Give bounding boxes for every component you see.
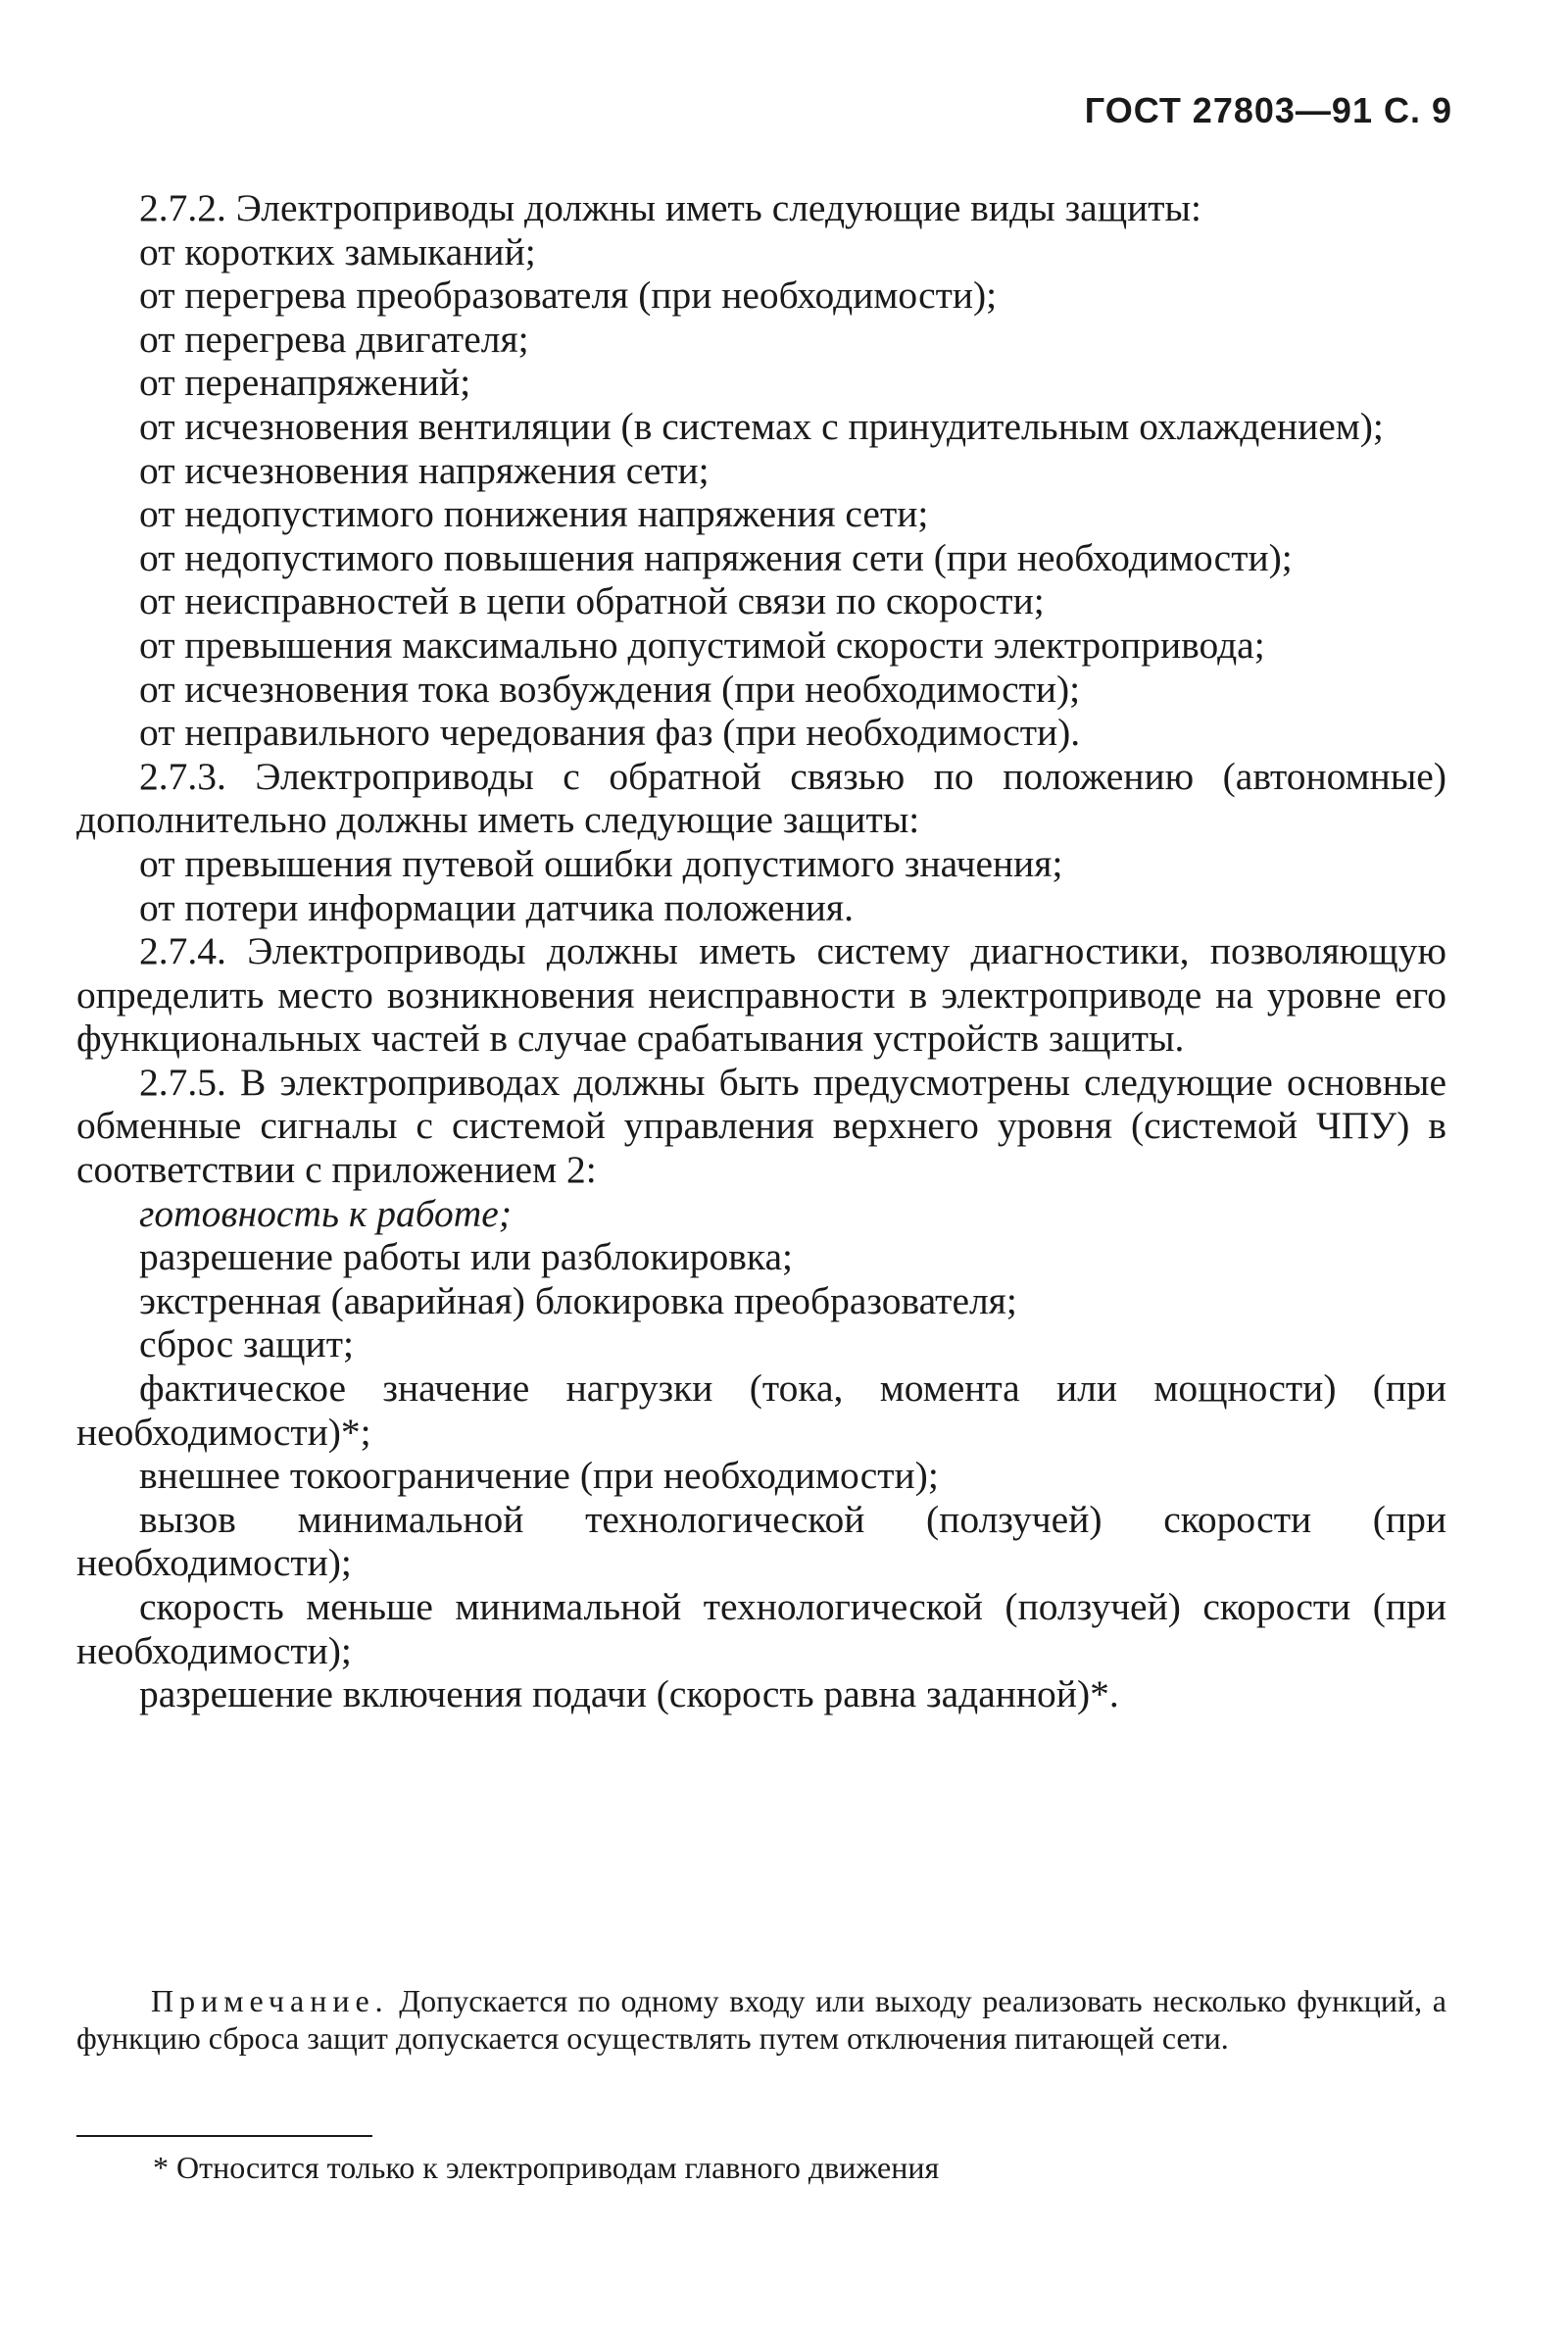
list-item: от исчезновения напряжения сети; xyxy=(139,448,710,492)
list-item: от неправильного чередования фаз (при необходимости). xyxy=(139,711,1081,755)
list-item: от коротких замыканий; xyxy=(139,229,536,273)
note-label: Примечание. xyxy=(151,1983,389,2018)
list-item: внешнее токоограничение (при необходимости); xyxy=(139,1454,939,1498)
list-item: от недопустимого понижения напряжения сети; xyxy=(139,492,929,536)
paragraph-2-7-4: 2.7.4. Электроприводы должны иметь систему диагностики, позволяющую определить место возникновения неисправности в электроприводе на уровне его функциональных частей в случае срабатывания устройств защиты. xyxy=(76,929,1446,1061)
footnote-divider xyxy=(76,2135,372,2137)
footnote: * Относится только к электроприводам главного движения xyxy=(153,2150,940,2185)
list-item: от неисправностей в цепи обратной связи по скорости; xyxy=(139,579,1045,623)
list-item: от перенапряжений; xyxy=(139,361,471,405)
page-header: ГОСТ 27803—91 С. 9 xyxy=(1084,90,1452,130)
list-item: от перегрева двигателя; xyxy=(139,317,529,361)
list-item: разрешение включения подачи (скорость равна заданной)*. xyxy=(139,1672,1119,1716)
list-item: от превышения путевой ошибки допустимого значения; xyxy=(139,841,1063,885)
list-item: от исчезновения тока возбуждения (при необходимости); xyxy=(139,667,1081,711)
list-item: от исчезновения вентиляции (в системах с принудительным охлаждением); xyxy=(139,404,1384,448)
note-text: Допускается по одному входу или выходу реализовать несколько функций, а функцию сброса защит допускается осуществлять путем отключения питающей сети. xyxy=(76,1983,1447,2056)
list-item: вызов минимальной технологической (ползучей) скорости (при необходимости); xyxy=(76,1497,1446,1585)
paragraph-2-7-3: 2.7.3. Электроприводы с обратной связью по положению (автономные) дополнительно должны иметь следующие защиты: xyxy=(76,754,1446,842)
list-item: готовность к работе; xyxy=(139,1191,512,1235)
list-item: от перегрева преобразователя (при необходимости); xyxy=(139,273,998,318)
paragraph-2-7-2: 2.7.2. Электроприводы должны иметь следующие виды защиты: xyxy=(139,186,1202,229)
list-item: от потери информации датчика положения. xyxy=(139,885,854,929)
list-item: сброс защит; xyxy=(139,1322,354,1366)
paragraph-2-7-5: 2.7.5. В электроприводах должны быть предусмотрены следующие основные обменные сигналы с системой управления верхнего уровня (системой ЧПУ) в соответствии с приложением 2: xyxy=(76,1060,1446,1192)
list-item: фактическое значение нагрузки (тока, момента или мощности) (при необходимости)*; xyxy=(76,1366,1446,1454)
list-item: скорость меньше минимальной технологической (ползучей) скорости (при необходимости); xyxy=(76,1585,1446,1672)
list-item: от превышения максимально допустимой скорости электропривода; xyxy=(139,622,1265,667)
list-item: экстренная (аварийная) блокировка преобразователя; xyxy=(139,1278,1017,1322)
document-body xyxy=(76,186,1446,1716)
note xyxy=(76,1982,1446,2057)
list-item: от недопустимого повышения напряжения сети (при необходимости); xyxy=(139,535,1293,579)
list-item: разрешение работы или разблокировка; xyxy=(139,1235,793,1279)
